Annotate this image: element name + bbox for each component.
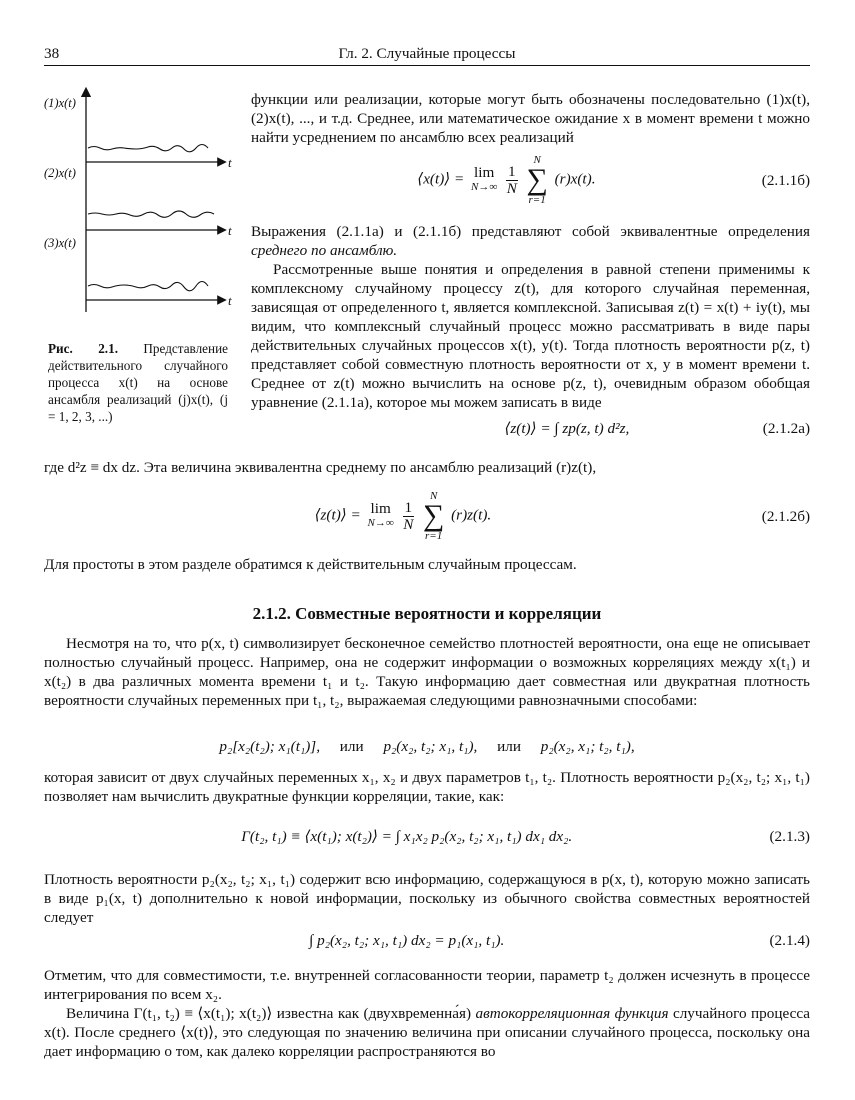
label-y2: (2)x(t): [44, 166, 76, 180]
paragraph-2: Выражения (2.1.1а) и (2.1.1б) представляют собой эквивалентные определения среднего по ансамблю.: [251, 223, 810, 259]
label-t1: t: [228, 155, 232, 170]
equation-body: [44, 490, 762, 542]
equation-body: [251, 154, 762, 206]
label-t3: t: [228, 293, 232, 308]
sum-operator: N ∑ r=1: [422, 490, 445, 542]
paragraph-6: Несмотря на то, что p(x, t) символизирует бесконечное семейство плотностей вероятности, она еще не описывает полностью случайный процесс. Например, она не содержит информации о возможных корреляциях между x(t₁) и x(t₂) в два различных момента времени t₁ и t₂. Такую информацию дает совместная или двукратная плотность вероятности случайных переменных при t₁, t₂, выражаемая следующими равнозначными способами:: [44, 635, 810, 709]
or-word-1: или: [339, 738, 364, 755]
figure-2-1: [44, 86, 244, 316]
eq1-rhs: (r)x(t).: [554, 170, 596, 188]
realization-2: [88, 211, 214, 217]
equation-2-1-3: [44, 822, 810, 850]
equation-2-1-2a: [251, 414, 810, 442]
limit-operator: lim N→∞: [471, 164, 498, 193]
alt-form-3: p₂(x₂, x₁; t₂, t₁),: [540, 738, 635, 755]
limit-operator: lim N→∞: [367, 500, 394, 529]
page-header: [44, 44, 810, 66]
label-t2: t: [228, 223, 232, 238]
paragraph-3: Рассмотренные выше понятия и определения в равной степени применимы к комплексному случайному процессу z(t), для которого случайная переменная, зависящая от определенного t, является комплексной. Записывая z(t) = x(t) + iy(t), мы видим, что комплексный случайный процесс можно рассматривать в виде пары действительных случайных процессов x(t), y(t). Тогда плотность вероятности p(z, t) представляет собой совместную плотность вероятности от x, y в момент времени t. Среднее от z(t) можно вычислить на основе p(z, t), очевидным образом обобщая уравнение (2.1.1а), которое мы можем записать в виде: [251, 261, 810, 411]
eq1-lhs: ⟨x(t)⟩ =: [417, 170, 465, 188]
paragraph-10: Величина Γ(t₁, t₂) ≡ ⟨x(t₁); x(t₂)⟩ известна как (двухвременна́я) автокорреляционная функция случайного процесса x(t). После среднего ⟨x(t)⟩, это следующая по значению величина при описании случайного процесса, поскольку она дает информацию о том, как далеко корреляции распространяются во: [44, 1005, 811, 1060]
label-y3: (3)x(t): [44, 236, 76, 250]
page-number: 38: [44, 45, 60, 62]
equation-2-1-2b: [44, 492, 810, 540]
paragraph-8: Плотность вероятности p₂(x₂, t₂; x₁, t₁) содержит всю информацию, содержащуюся в p(x, t), которую можно записать в виде p₁(x, t) дополнительно к новой информации, поскольку из обычного свойства совместных вероятностей следует: [44, 871, 810, 926]
paragraph-4: где d²z ≡ dx dz. Эта величина эквивалентна среднему по ансамблю реализаций (r)z(t),: [44, 459, 597, 476]
paragraph-7: которая зависит от двух случайных переменных x₁, x₂ и двух параметров t₁, t₂. Плотность вероятности p₂(x₂, t₂; x₁, t₁) позволяет нам вычислить двукратные функции корреляции, такие, как:: [44, 769, 810, 805]
equation-body: ⟨z(t)⟩ = ∫ zp(z, t) d²z,: [504, 419, 630, 437]
equation-body: ∫ p₂(x₂, t₂; x₁, t₁) dx₂ = p₁(x₁, t₁).: [309, 931, 505, 949]
realization-3: [88, 282, 208, 291]
equation-2-1-4: [44, 926, 810, 954]
alt-form-1: p₂[x₂(t₂); x₁(t₁)],: [219, 738, 320, 755]
realization-1: [88, 145, 208, 152]
realization-plot: [44, 86, 244, 316]
equation-number: (2.1.1б): [761, 171, 810, 189]
alt-form-2: p₂(x₂, t₂; x₁, t₁),: [383, 738, 478, 755]
paragraph-9: Отметим, что для совместимости, т.е. внутренней согласованности теории, параметр t₂ должен исчезнуть в процессе интегрирования по всем x₂.: [44, 967, 810, 1003]
equation-body: Γ(t₂, t₁) ≡ ⟨x(t₁); x(t₂)⟩ = ∫ x₁x₂ p₂(x₂, t₂; x₁, t₁) dx₁ dx₂.: [241, 827, 573, 845]
or-word-2: или: [497, 738, 521, 755]
sum-operator: N ∑ r=1: [526, 154, 548, 206]
eq3-lhs: ⟨z(t)⟩ =: [314, 506, 361, 524]
fraction: $\frac{1}{N}$: [403, 498, 414, 533]
equation-2-1-1b: [251, 154, 810, 206]
equation-number: (2.1.2б): [761, 507, 810, 525]
caption-text: Представление действительного случайного процесса x(t) на основе ансамбля реализаций (j)x(t), (j = 1, 2, 3, ...): [48, 341, 228, 424]
figure-caption: [48, 340, 228, 425]
eq3-rhs: (r)z(t).: [451, 506, 492, 524]
emphasis-autocorrelation: автокорреляционная функция: [475, 1005, 669, 1022]
equation-number: (2.1.2а): [762, 419, 810, 437]
label-y1: (1)x(t): [44, 96, 76, 110]
running-title: Гл. 2. Случайные процессы: [338, 45, 516, 62]
paragraph-5: Для простоты в этом разделе обратимся к действительным случайным процессам.: [44, 556, 577, 573]
section-heading: 2.1.2. Совместные вероятности и корреляции: [252, 604, 602, 623]
equation-alternatives: [44, 737, 810, 756]
emphasis-ensemble-average: среднего по ансамблю.: [251, 242, 398, 259]
caption-label: Рис. 2.1.: [48, 341, 118, 356]
equation-number: (2.1.3): [769, 827, 810, 845]
fraction: $\frac{1}{N}$: [506, 162, 517, 197]
equation-number: (2.1.4): [769, 931, 810, 949]
paragraph-1: функции или реализации, которые могут быть обозначены последовательно (1)x(t), (2)x(t), ..., и т.д. Среднее, или математическое ожидание x в момент времени t можно найти усреднением по ансамблю всех реализаций: [251, 91, 810, 146]
